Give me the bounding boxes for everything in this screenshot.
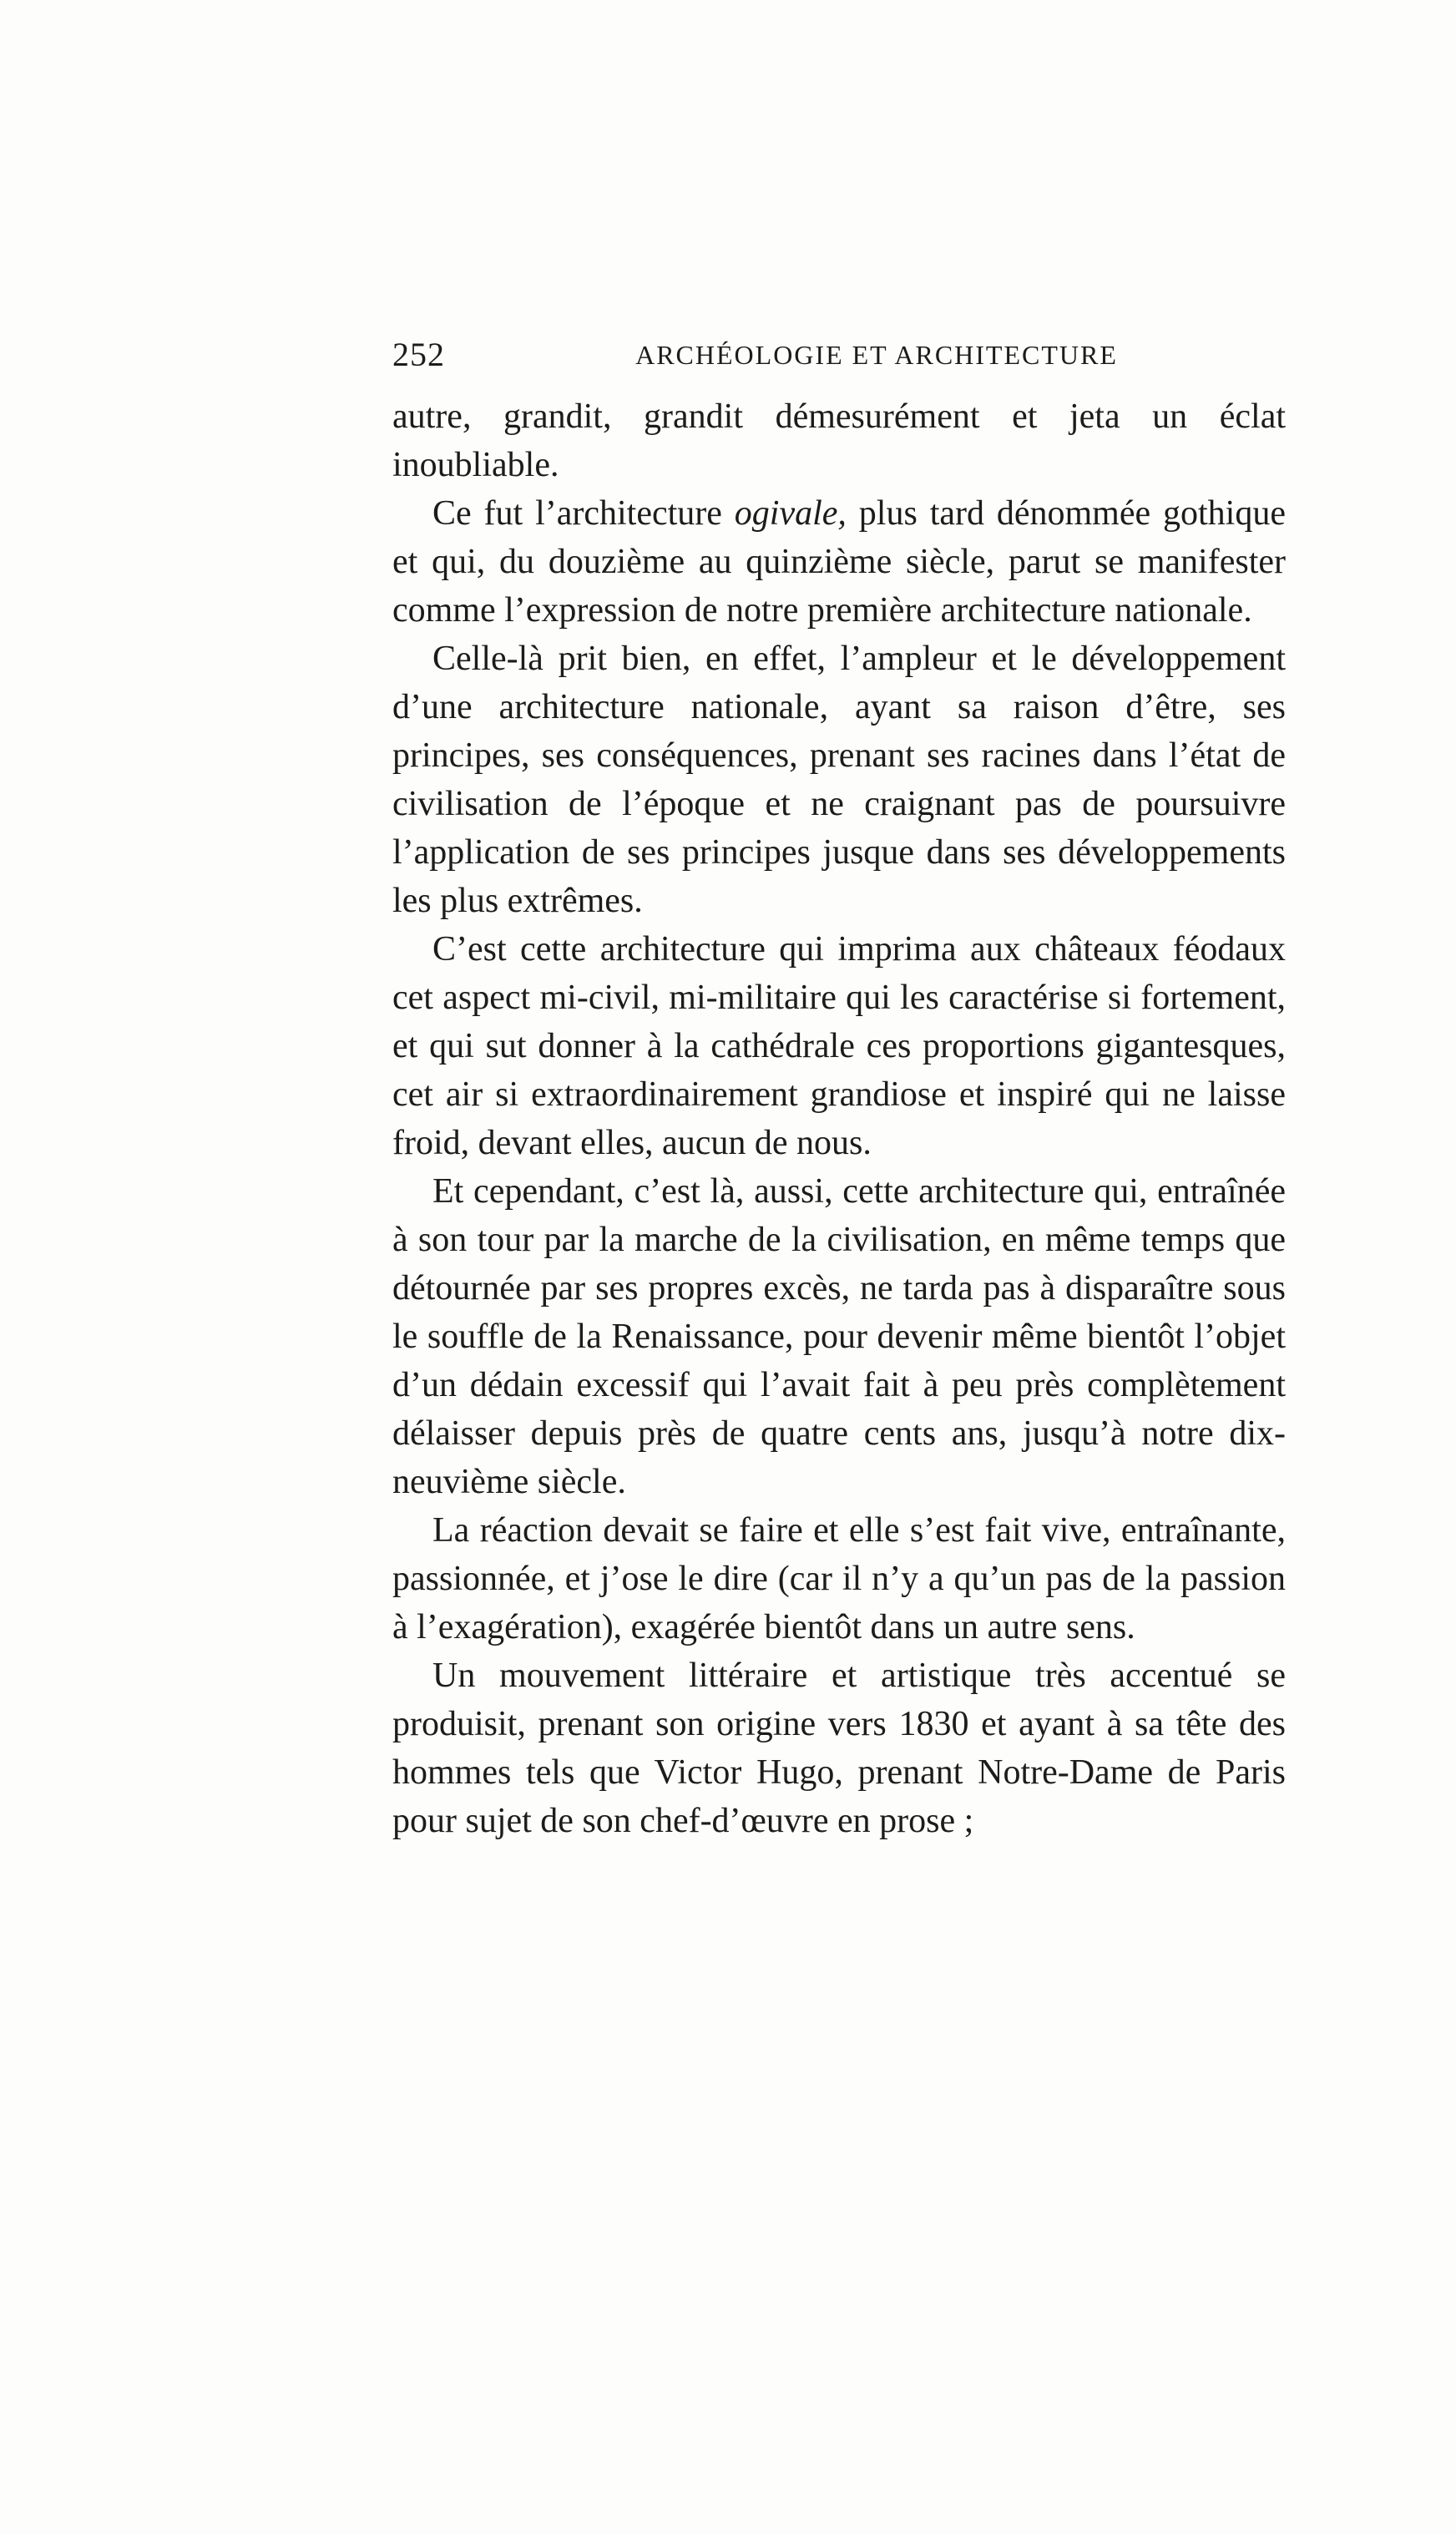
italic-term: ogivale, [734, 494, 847, 533]
paragraph-text: La réaction devait se faire et elle s’est fait vive, entraînante, passionnée, et j’ose le dire (car il n’y a qu’un pas de la passion à l’exagération), exagérée bientôt dans un autre sens. [392, 1511, 1286, 1646]
paragraph [392, 489, 1286, 635]
paragraph [392, 1651, 1286, 1845]
paragraph [392, 925, 1286, 1167]
paragraph [392, 1167, 1286, 1506]
paragraph-text: plus tard dénommée gothique et qui, du douzième au quinzième siècle, parut se manifester comme l’expression de notre première architecture nationale. [392, 494, 1286, 630]
body-text [392, 392, 1286, 1845]
running-title: ARCHÉOLOGIE ET ARCHITECTURE [635, 340, 1118, 370]
paragraph-text: C’est cette architecture qui imprima aux châteaux féodaux cet aspect mi-civil, mi-militaire qui les caractérise si fortement, et qui sut donner à la cathédrale ces proportions gigantesques, cet air si extraordinairement grandiose et inspiré qui ne laisse froid, devant elles, aucun de nous. [392, 930, 1286, 1162]
paragraph-text: Celle-là prit bien, en effet, l’ampleur et le développement d’une architecture nationale, ayant sa raison d’être, ses principes, ses conséquences, prenant ses racines dans l’état de civilisation de l’époque et ne craignant pas de poursuivre l’application de ses principes jusque dans ses développements les plus extrêmes. [392, 640, 1286, 920]
page-number: 252 [392, 336, 445, 373]
paragraph-text: Ce fut l’architecture [432, 494, 735, 533]
paragraph-text: autre, grandit, grandit démesurément et jeta un éclat inoubliable. [392, 397, 1286, 484]
paragraph [392, 1506, 1286, 1651]
paragraph [392, 392, 1286, 489]
paragraph [392, 635, 1286, 925]
page-header [392, 330, 1274, 380]
paragraph-text: Un mouvement littéraire et artistique très accentué se produisit, prenant son origine vers 1830 et ayant à sa tête des hommes tels que Victor Hugo, prenant Notre-Dame de Paris pour sujet de son chef-d’œuvre en prose ; [392, 1656, 1286, 1840]
paragraph-text: Et cependant, c’est là, aussi, cette architecture qui, entraînée à son tour par la marche de la civilisation, en même temps que détournée par ses propres excès, ne tarda pas à disparaître sous le souffle de la Renaissance, pour devenir même bientôt l’objet d’un dédain excessif qui l’avait fait à peu près complètement délaisser depuis près de quatre cents ans, jusqu’à notre dix-neuvième siècle. [392, 1172, 1286, 1501]
